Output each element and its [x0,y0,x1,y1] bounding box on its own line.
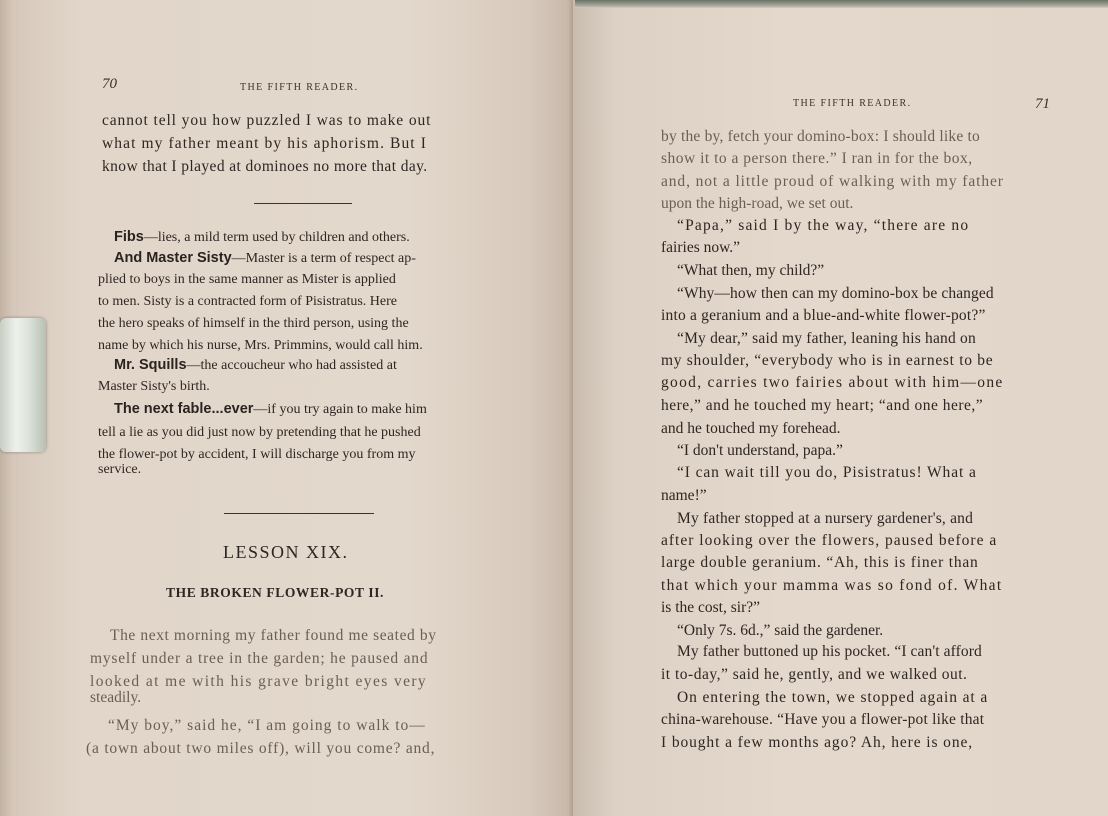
body-line: myself under a tree in the garden; he paused and [90,650,429,667]
right-text-line: it to-day,” said he, gently, and we walked out. [661,666,968,683]
body-line: looked at me with his grave bright eyes very [90,673,428,690]
body-line: “My boy,” said he, “I am going to walk to— [108,717,426,734]
right-text-line: my shoulder, “everybody who is in earnest to be [661,352,994,369]
note-line: tell a lie as you did just now by pretending that he pushed [98,425,421,440]
right-text-line: name!” [661,487,707,504]
section-divider [224,513,374,514]
note-term: Mr. Squills [114,357,187,373]
note-line: service. [98,462,142,477]
left-page [18,0,573,816]
right-text-line: show it to a person there.” I ran in for the box, [661,150,973,167]
note-line [114,357,397,374]
page-clip [0,318,46,452]
note-text: —the accoucheur who had assisted at [186,358,397,373]
lesson-subtitle: THE BROKEN FLOWER-POT II. [166,585,385,600]
note-term: The next fable...ever [114,401,254,417]
left-text-line: what my father meant by his aphorism. But I [102,135,427,152]
right-text-line: On entering the town, we stopped again at a [677,689,989,706]
right-text-line: here,” and he touched my heart; “and one here,” [661,397,984,414]
right-text-line: and he touched my forehead. [661,420,841,437]
right-text-line: “What then, my child?” [677,262,825,279]
right-text-line: large double geranium. “Ah, this is finer than [661,554,979,571]
right-text-line: that which your mamma was so fond of. What [661,577,1003,594]
lesson-title: LESSON XIX. [223,542,349,562]
right-text-line: “Only 7s. 6d.,” said the gardener. [677,622,884,639]
right-text-line: china-warehouse. “Have you a flower-pot like that [661,711,985,728]
left-text-line: know that I played at dominoes no more that day. [102,158,428,175]
page-top-edge [575,0,1108,8]
note-text: —Master is a term of respect ap- [231,251,416,266]
right-text-line: I bought a few months ago? Ah, here is one, [661,734,974,751]
body-line: steadily. [90,689,142,706]
right-text-line: into a geranium and a blue-and-white flower-pot?” [661,307,986,324]
right-text-line: after looking over the flowers, paused before a [661,532,998,549]
right-text-line: by the by, fetch your domino-box: I should like to [661,128,980,145]
note-line: plied to boys in the same manner as Mister is applied [98,272,396,287]
right-text-line: and, not a little proud of walking with my father [661,173,1004,190]
right-page-number: 71 [1035,96,1050,112]
note-line [114,401,427,418]
note-line [114,250,416,267]
note-line: the flower-pot by accident, I will discharge you from my [98,447,416,462]
note-text: —lies, a mild term used by children and others. [143,230,410,245]
right-page [573,0,1108,816]
right-text-line: “I don't understand, papa.” [677,442,843,459]
note-term: And Master Sisty [114,250,232,266]
note-line: to men. Sisty is a contracted form of Pisistratus. Here [98,294,397,309]
note-line: the hero speaks of himself in the third person, using the [98,316,409,331]
left-running-head: THE FIFTH READER. [240,82,359,93]
body-line: (a town about two miles off), will you come? and, [86,740,436,757]
section-divider [254,203,352,204]
right-text-line: “My dear,” said my father, leaning his hand on [677,330,976,347]
right-text-line: is the cost, sir?” [661,599,761,616]
left-text-line: cannot tell you how puzzled I was to make out [102,112,432,129]
right-text-line: upon the high-road, we set out. [661,195,854,212]
note-line: Master Sisty's birth. [98,379,210,394]
right-text-line: My father buttoned up his pocket. “I can't afford [677,643,982,660]
right-running-head: THE FIFTH READER. [793,98,912,109]
right-text-line: “Why—how then can my domino-box be changed [677,285,994,302]
right-text-line: fairies now.” [661,239,741,256]
note-line: name by which his nurse, Mrs. Primmins, would call him. [98,338,423,353]
note-text: —if you try again to make him [253,402,427,417]
note-term: Fibs [114,229,144,245]
left-page-number: 70 [102,76,117,92]
right-text-line: My father stopped at a nursery gardener's, and [677,510,974,527]
note-line [114,229,410,246]
body-line: The next morning my father found me seated by [110,627,437,644]
right-text-line: good, carries two fairies about with him—one [661,374,1004,391]
right-text-line: “Papa,” said I by the way, “there are no [677,217,970,234]
right-text-line: “I can wait till you do, Pisistratus! What a [677,464,977,481]
